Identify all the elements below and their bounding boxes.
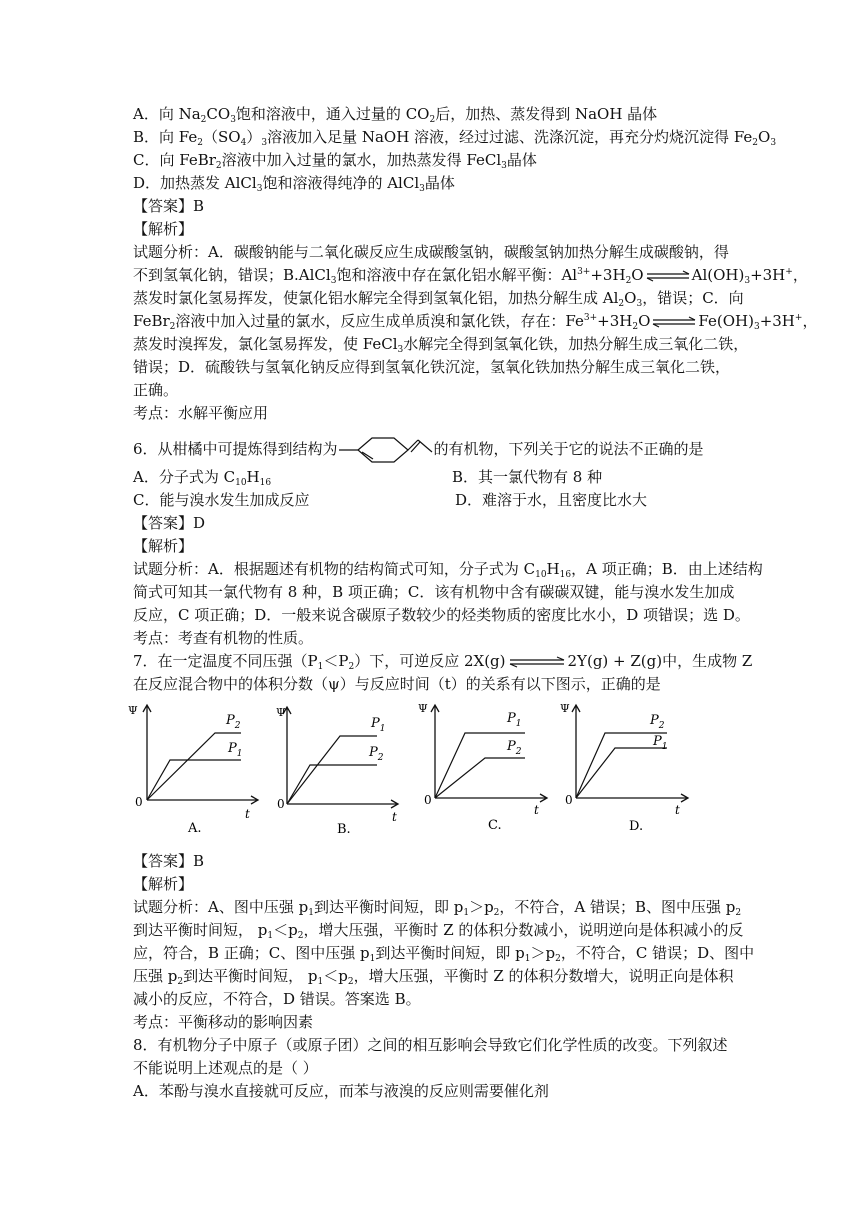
q6-point: 考点：考查有机物的性质。	[133, 629, 314, 647]
q6-analysis-heading: 【解析】	[133, 537, 194, 555]
y-axis-label: Ψ	[418, 702, 428, 715]
graph-caption: C.	[488, 818, 502, 833]
origin-label: 0	[135, 795, 143, 809]
q7-answer: 【答案】B	[133, 852, 205, 870]
x-axis-label: t	[675, 803, 680, 817]
q5-analysis-line: 蒸发时溴挥发，氯化氢易挥发，使 FeCl$_3$水解完全得到氢氧化铁，加热分解生成三氧化二铁，	[133, 335, 749, 355]
curve-label: $P_1$	[371, 716, 386, 734]
q5-point: 考点：水解平衡应用	[133, 404, 269, 422]
q7-analysis-line: 压强 $p_2$到达平衡时间短， $p_1<p_2$，增大压强，平衡时 Z 的体积分数增大，说明正向是体积	[133, 967, 734, 987]
graph-caption: D.	[629, 819, 644, 834]
q6-analysis-line: 反应，C 项正确；D．一般来说含碳原子数较少的烃类物质的密度比水小，D 项错误；选 D。	[133, 606, 750, 624]
q5-option-d: D．加热蒸发 AlCl$_3$饱和溶液得纯净的 AlCl$_3$晶体	[133, 174, 455, 194]
curve-label: $P_1$	[507, 711, 522, 729]
q7-stem: 7．在一定温度不同压强$(P_1<P_2)$下，可逆反应 2X(g) 2Y(g) + Z(g)中，生成物 Z	[133, 652, 753, 672]
q6-answer: 【答案】D	[133, 514, 206, 532]
origin-label: 0	[565, 793, 573, 807]
curve-bottom	[287, 765, 377, 804]
y-axis-label: Ψ	[128, 704, 138, 717]
q5-analysis-line: 不到氢氧化钠，错误；B.AlCl$_3$饱和溶液中存在氯化铝水解平衡：$Al^{3+}+3H_2O$ $Al(OH)_3+3H^+$，	[133, 266, 808, 286]
q6-option-c: C．能与溴水发生加成反应	[133, 491, 310, 509]
origin-label: 0	[424, 793, 432, 807]
graph-d	[560, 702, 688, 834]
q6-option-b: B．其一氯代物有 8 种	[452, 468, 603, 486]
q5-analysis-line: 错误；D．硫酸铁与氢氧化钠反应得到氢氧化铁沉淀，氢氧化铁加热分解生成三氧化二铁，	[133, 358, 731, 376]
y-axis-label: Ψ	[276, 706, 286, 719]
q5-answer: 【答案】B	[133, 197, 205, 215]
limonene-structure-icon	[338, 432, 434, 468]
q5-option-c: C．向 FeBr$_2$溶液中加入过量的氯水，加热蒸发得 FeCl$_3$晶体	[133, 151, 537, 171]
q6-option-d: D．难溶于水，且密度比水大	[455, 491, 648, 509]
q5-option-b: B．向 $Fe_2(SO_4)_3$溶液加入足量 NaOH 溶液，经过过滤、洗涤沉淀，再充分灼烧沉淀得 $Fe_2O_3$	[133, 128, 777, 148]
q5-analysis-line: 正确。	[133, 381, 179, 399]
curve-label: $P_1$	[653, 734, 668, 752]
q6-analysis-line: 简式可知其一氯代物有 8 种，B 项正确；C．该有机物中含有碳碳双键，能与溴水发生加成	[133, 583, 735, 601]
curve-label: $P_2$	[507, 739, 522, 757]
equilibrium-arrow-icon	[650, 316, 698, 328]
q7-analysis-line: 应，符合，B 正确；C、图中压强 $p_1$到达平衡时间短，即 $p_1>p_2$，不符合，C 错误；D、图中	[133, 944, 755, 964]
q7-point: 考点：平衡移动的影响因素	[133, 1013, 314, 1031]
curve-label: $P_2$	[226, 713, 241, 731]
graph-caption: B.	[337, 822, 351, 837]
q5-analysis-line: 试题分析：A．碳酸钠能与二氧化碳反应生成碳酸氢钠，碳酸氢钠加热分解生成碳酸钠，得	[133, 243, 729, 261]
x-axis-label: t	[245, 807, 250, 821]
q8-option-a: A．苯酚与溴水直接就可反应，而苯与液溴的反应则需要催化剂	[133, 1082, 549, 1100]
q7-analysis-line: 减小的反应，不符合，D 错误。答案选 B。	[133, 990, 421, 1008]
q7-analysis-heading: 【解析】	[133, 875, 194, 893]
curve-bottom	[435, 758, 525, 798]
equilibrium-arrow-icon	[644, 270, 692, 282]
q6-option-a: A．分子式为 $C_{10}H_{16}$	[133, 468, 272, 488]
y-axis-label: Ψ	[560, 702, 570, 715]
q6-analysis-line: 试题分析：A．根据题述有机物的结构简式可知，分子式为 $C_{10}H_{16}$，A 项正确；B．由上述结构	[133, 560, 763, 580]
curve-top	[287, 736, 377, 804]
curve-label: $P_2$	[650, 713, 665, 731]
q7-graphs	[125, 700, 725, 842]
x-axis-label: t	[534, 803, 539, 817]
q8-stem: 8．有机物分子中原子（或原子团）之间的相互影响会导致它们化学性质的改变。下列叙述	[133, 1036, 728, 1054]
q5-option-a: A．向 $Na_2CO_3$饱和溶液中，通入过量的 $CO_2$后，加热、蒸发得到 NaOH 晶体	[133, 105, 658, 125]
x-axis-label: t	[392, 810, 397, 824]
q5-analysis-heading: 【解析】	[133, 220, 194, 238]
curve-top	[147, 733, 241, 800]
origin-label: 0	[277, 797, 285, 811]
q5-analysis-line: 蒸发时氯化氢易挥发，使氯化铝水解完全得到氢氧化铝，加热分解生成 $Al_2O_3$，错误；C．向	[133, 289, 744, 309]
q5-analysis-line: FeBr$_2$溶液中加入过量的氯水，反应生成单质溴和氯化铁，存在：$Fe^{3+}+3H_2O$ $Fe(OH)_3+3H^+$，	[133, 312, 818, 332]
graph-a	[128, 704, 258, 836]
graph-caption: A.	[188, 821, 202, 836]
q8-stem: 不能说明上述观点的是（ ）	[133, 1059, 318, 1077]
q6-stem: 6．从柑橘中可提炼得到结构为 的有机物，下列关于它的说法不正确的是	[133, 432, 704, 468]
curve-label: $P_2$	[369, 745, 384, 763]
graph-b	[276, 706, 398, 837]
graph-c	[418, 702, 547, 833]
equilibrium-arrow-icon	[506, 656, 568, 668]
q7-analysis-line: 试题分析：A、图中压强 $p_1$到达平衡时间短，即 $p_1>p_2$，不符合，A 错误；B、图中压强 $p_2$	[133, 898, 742, 918]
q7-stem: 在反应混合物中的体积分数（ψ）与反应时间（t）的关系有以下图示，正确的是	[133, 675, 661, 693]
q7-analysis-line: 到达平衡时间短， $p_1<p_2$，增大压强，平衡时 Z 的体积分数减小，说明逆向是体积减小的反	[133, 921, 744, 941]
curve-bottom	[576, 748, 667, 798]
curve-bottom	[147, 760, 241, 800]
curve-label: $P_1$	[228, 741, 243, 759]
